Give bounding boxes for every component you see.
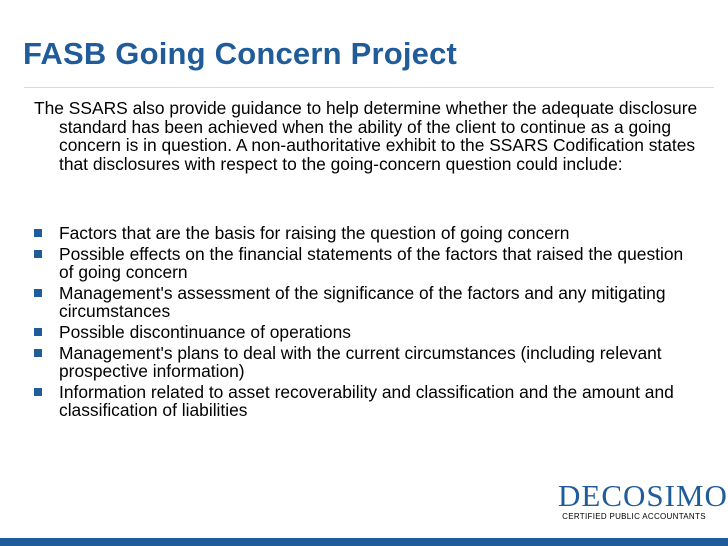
bullet-text: Management's assessment of the significance of the factors and any mitigating circumstances — [59, 282, 666, 322]
square-bullet-icon — [34, 289, 42, 297]
title-divider — [24, 87, 714, 88]
square-bullet-icon — [34, 229, 42, 237]
logo-tagline: CERTIFIED PUBLIC ACCOUNTANTS — [562, 512, 706, 521]
footer-bar — [0, 538, 728, 546]
bullet-list — [34, 224, 689, 422]
company-logo — [558, 478, 728, 522]
bullet-text: Factors that are the basis for raising the question of going concern — [59, 223, 570, 243]
bullet-text: Information related to asset recoverability and classification and the amount and classification of liabilities — [59, 381, 674, 421]
logo-name: DECOSIMO — [558, 478, 728, 513]
bullet-text: Possible discontinuance of operations — [59, 321, 351, 342]
square-bullet-icon — [34, 328, 42, 336]
bullet-item — [34, 383, 689, 420]
bullet-item — [34, 323, 689, 342]
square-bullet-icon — [34, 349, 42, 357]
slide-title: FASB Going Concern Project — [23, 36, 458, 71]
bullet-item — [34, 245, 689, 282]
bullet-item — [34, 224, 689, 243]
square-bullet-icon — [34, 388, 42, 396]
bullet-item — [34, 344, 689, 381]
intro-paragraph: The SSARS also provide guidance to help determine whether the adequate disclosure standard has been achieved when the ability of the client to continue as a going concern is in question. A non-authoritative exhibit to the SSARS Codification states that disclosures with respect to the going-concern question could include: — [34, 98, 698, 174]
bullet-item — [34, 284, 689, 321]
bullet-text: Possible effects on the financial statements of the factors that raised the question of going concern — [59, 243, 684, 283]
bullet-text: Management's plans to deal with the current circumstances (including relevant prospective information) — [59, 342, 662, 382]
square-bullet-icon — [34, 250, 42, 258]
